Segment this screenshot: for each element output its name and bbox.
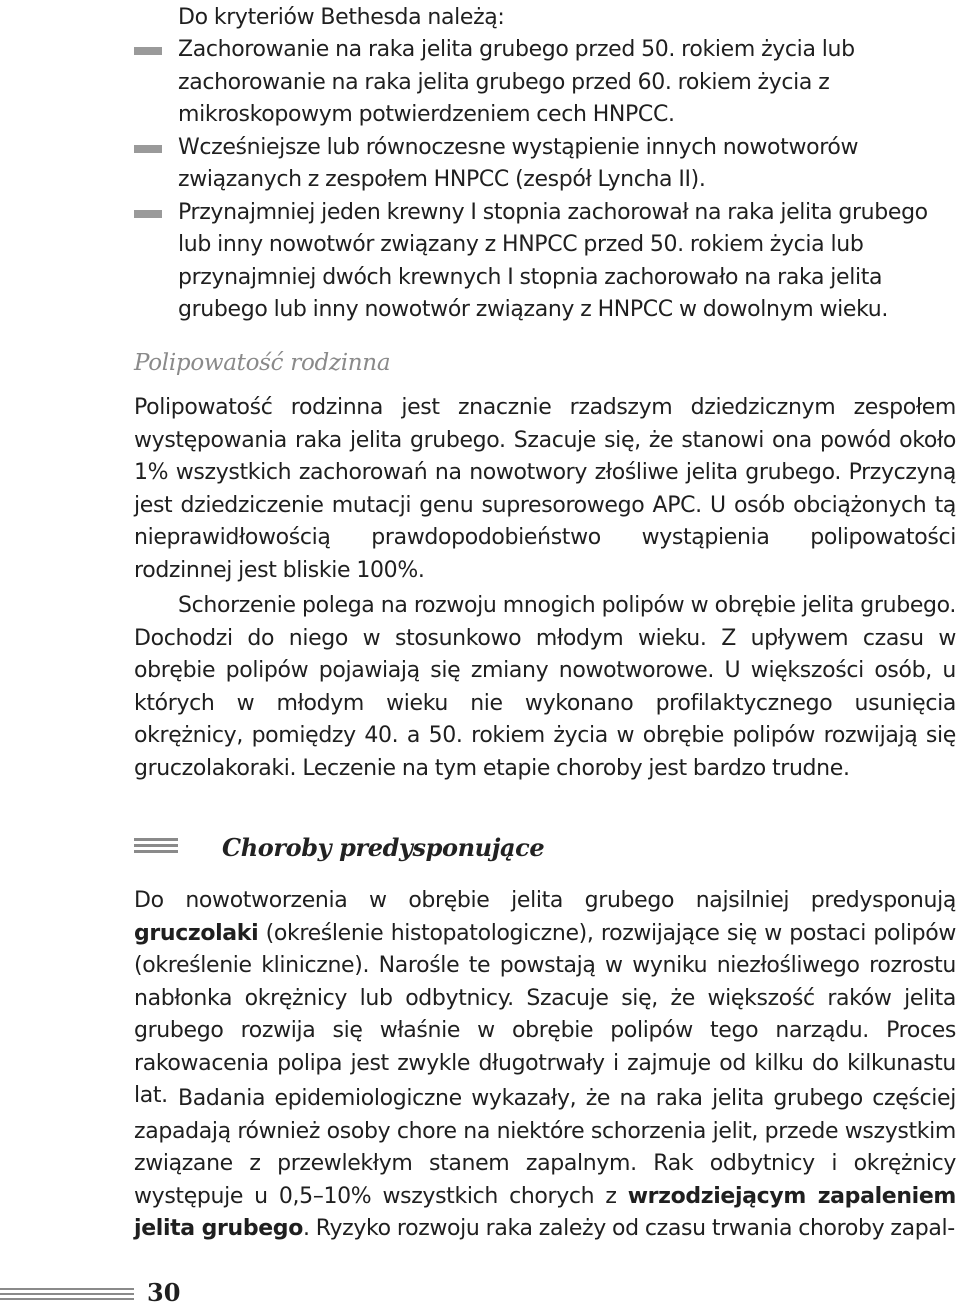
paragraph-text: Badania epidemiologiczne wykazały, że na raka jelita grubego częściej zapadają również osoby chore na niektóre schorzenia jelit, przede wszystkim związane z przewlekłym stanem zapalnym. Rak odbytnicy i okrężnicy występuje u 0,5–10% wszystkich chorych z [134, 1086, 956, 1209]
criteria-text: Zachorowanie na raka jelita grubego przed 50. rokiem życia lub zachorowanie na raka jelita grubego przed 60. rokiem życia z mikroskopowym potwierdzeniem cech HNPCC. [178, 37, 855, 127]
footer-rule-icon [0, 1288, 134, 1302]
criteria-item [0, 197, 953, 327]
section-rule-icon [134, 838, 178, 860]
section-title-familial-polyposis: Polipowatość rodzinna [134, 350, 391, 376]
criteria-text: Wcześniejsze lub równoczesne wystąpienie innych nowotworów związanych z zespołem HNPCC (zespół Lyncha II). [178, 134, 859, 192]
criteria-item [0, 34, 953, 132]
bold-term: wrzodziejącym zapaleniem jelita grubego [134, 1183, 956, 1241]
paragraph: Polipowatość rodzinna jest znacznie rzadszym dziedzicznym zespołem występowania raka jelita grubego. Szacuje się, że stanowi ona powód około 1% wszystkich zachorowań na nowotwory złośliwe jelita grubego. Przyczyną jest dziedziczenie mutacji genu supresorowego APC. U osób obciążonych tą nieprawidłowością prawdopodobieństwo wystąpienia polipowatości rodzinnej jest bliskie 100%. [134, 395, 956, 583]
bullet-marker-icon [134, 47, 162, 55]
bold-term: gruczolaki [134, 920, 259, 946]
criteria-heading: Do kryteriów Bethesda należą: [178, 5, 505, 30]
paragraph-text: (określenie histopatologiczne), rozwijające się w postaci polipów (określenie kliniczne). Narośle te powstają w wyniku niezłośliwego rozrostu nabłonka okrężnicy lub odbytnicy. Szacuje się, że większość raków jelita grubego rozwija się właśnie w obrębie polipów tego narządu. Proces rakowacenia polipa jest zwykle długotrwały i zajmuje od kilku do kilkunastu lat. [134, 920, 956, 1108]
paragraph-text: . Ryzyko rozwoju raka zależy od czasu trwania choroby zapal- [302, 1216, 955, 1241]
section-title-predisposing-diseases: Choroby predysponujące [222, 833, 545, 862]
page-number: 30 [147, 1278, 181, 1307]
bullet-marker-icon [134, 210, 162, 218]
bullet-marker-icon [134, 145, 162, 153]
paragraph: Schorzenie polega na rozwoju mnogich polipów w obrębie jelita grubego. Dochodzi do niego w stosunkowo młodym wieku. Z upływem czasu w obrębie polipów pojawiają się zmiany nowotworowe. U większości osób, u których w młodym wieku nie wykonano profilaktycznego usunięcia okrężnicy, pomiędzy 40. a 50. rokiem życia w obrębie polipów rozwijają się gruczolakoraki. Leczenie na tym etapie choroby jest bardzo trudne. [134, 593, 956, 781]
paragraph [134, 1083, 956, 1246]
criteria-text: Przynajmniej jeden krewny I stopnia zachorował na raka jelita grubego lub inny nowotwór związany z HNPCC przed 50. rokiem życia lub przynajmniej dwóch krewnych I stopnia zachorowało na raka jelita grubego lub inny nowotwór związany z HNPCC w dowolnym wieku. [178, 199, 928, 322]
paragraph [134, 885, 956, 1113]
criteria-list [0, 34, 960, 327]
paragraph-text: Do nowotworzenia w obrębie jelita grubego najsilniej predysponują [134, 888, 956, 913]
criteria-item [0, 132, 953, 197]
